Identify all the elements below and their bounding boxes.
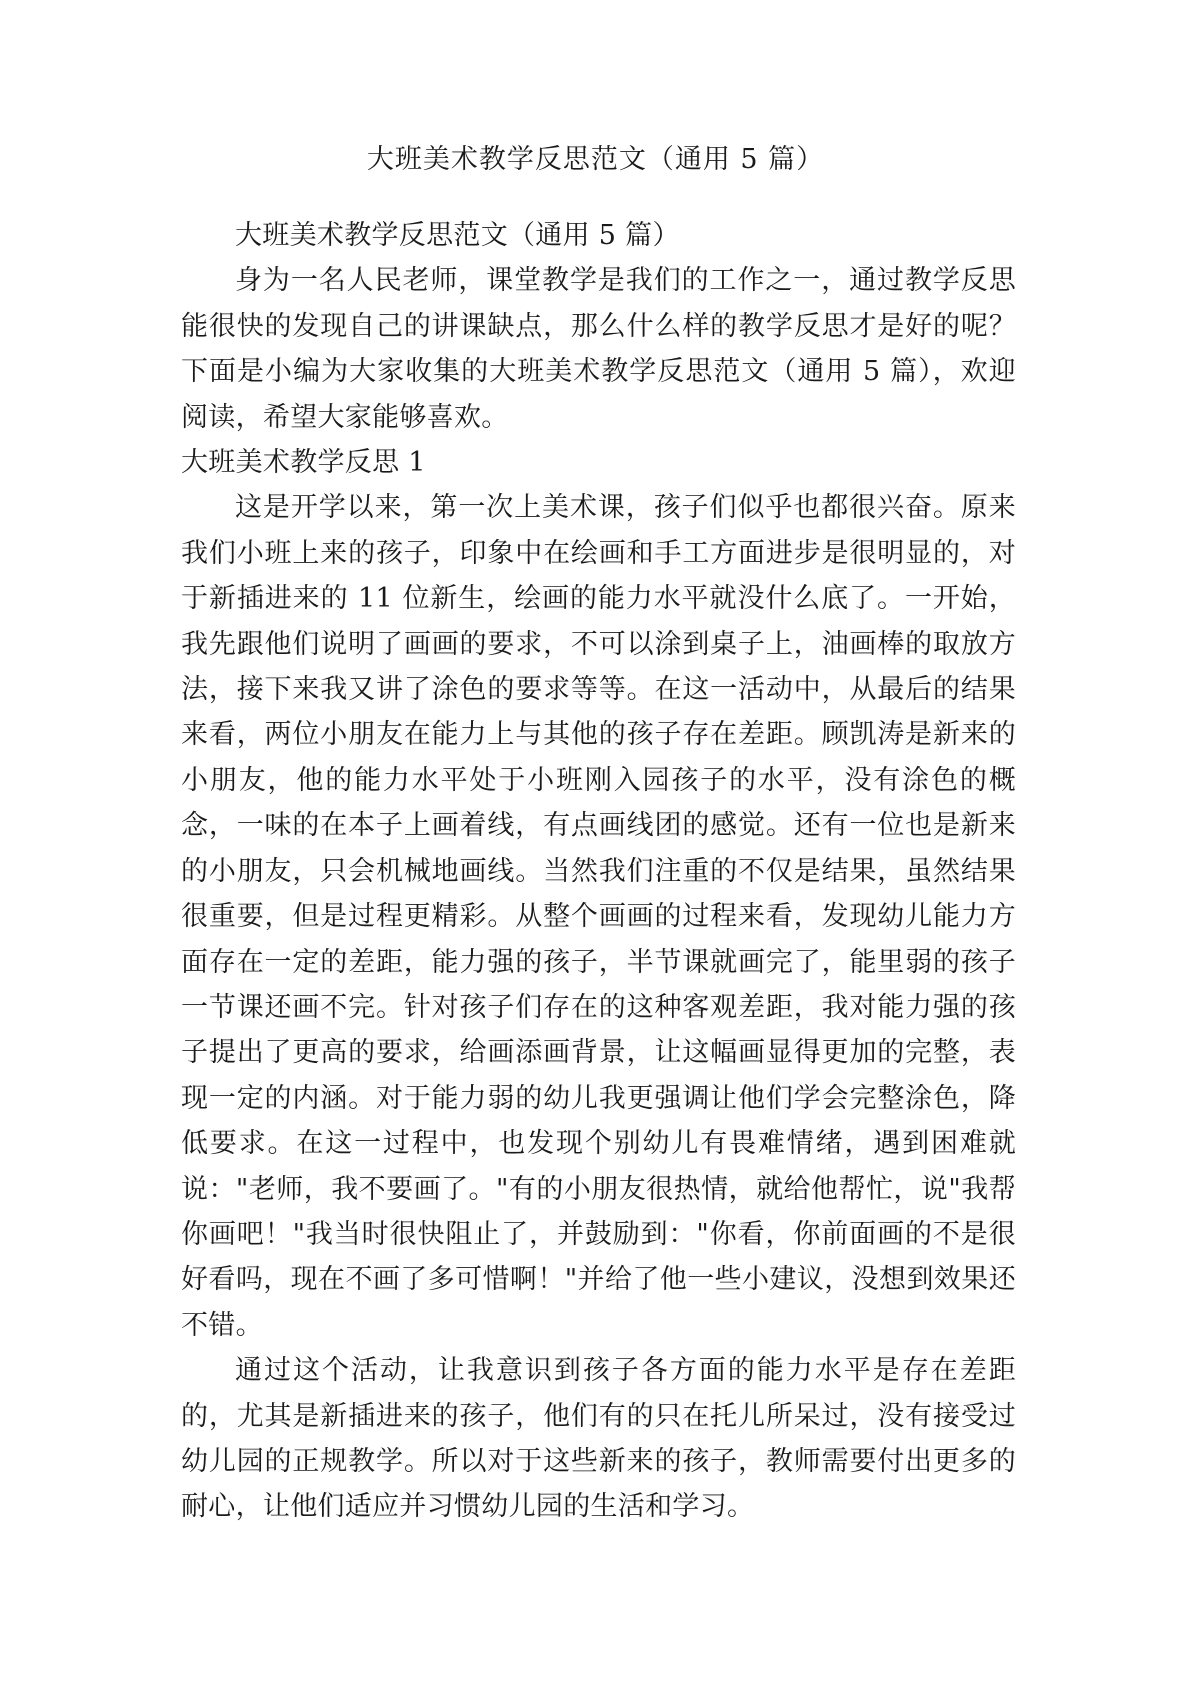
section-heading: 大班美术教学反思 1 bbox=[181, 447, 426, 479]
document-body bbox=[181, 213, 1016, 1530]
document-subtitle: 大班美术教学反思范文（通用 5 篇） bbox=[235, 220, 680, 251]
body-paragraph-1: 这是开学以来，第一次上美术课，孩子们似乎也都很兴奋。原来我们小班上来的孩子，印象中在绘画和手工方面进步是很明显的，对于新插进来的 11 位新生，绘画的能力水平就没什么底了。一开始，我先跟他们说明了画画的要求，不可以涂到桌子上，油画棒的取放方法，接下来我又讲了涂色的要求等等。在这一活动中，从最后的结果来看，两位小朋友在能力上与其他的孩子存在差距。顾凯涛是新来的小朋友，他的能力水平处于小班刚入园孩子的水平，没有涂色的概念，一味的在本子上画着线，有点画线团的感觉。还有一位也是新来的小朋友，只会机械地画线。当然我们注重的不仅是结果，虽然结果很重要，但是过程更精彩。从整个画画的过程来看，发现幼儿能力方面存在一定的差距，能力强的孩子，半节课就画完了，能里弱的孩子一节课还画不完。针对孩子们存在的这种客观差距，我对能力强的孩子提出了更高的要求，给画添画背景，让这幅画显得更加的完整，表现一定的内涵。对于能力弱的幼儿我更强调让他们学会完整涂色，降低要求。在这一过程中，也发现个别幼儿有畏难情绪，遇到困难就说："老师，我不要画了。"有的小朋友很热情，就给他帮忙，说"我帮你画吧！"我当时很快阻止了，并鼓励到："你看，你前面画的不是很好看吗，现在不画了多可惜啊！"并给了他一些小建议，没想到效果还不错。 bbox=[181, 492, 1016, 1341]
intro-paragraph: 身为一名人民老师，课堂教学是我们的工作之一，通过教学反思能很快的发现自己的讲课缺点，那么什么样的教学反思才是好的呢？下面是小编为大家收集的大班美术教学反思范文（通用 5 篇），欢迎阅读，希望大家能够喜欢。 bbox=[181, 265, 1016, 433]
body-paragraph-2: 通过这个活动，让我意识到孩子各方面的能力水平是存在差距的，尤其是新插进来的孩子，他们有的只在托儿所呆过，没有接受过幼儿园的正规教学。所以对于这些新来的孩子，教师需要付出更多的耐心，让他们适应并习惯幼儿园的生活和学习。 bbox=[181, 1355, 1016, 1523]
document-title: 大班美术教学反思范文（通用 5 篇） bbox=[366, 144, 825, 175]
